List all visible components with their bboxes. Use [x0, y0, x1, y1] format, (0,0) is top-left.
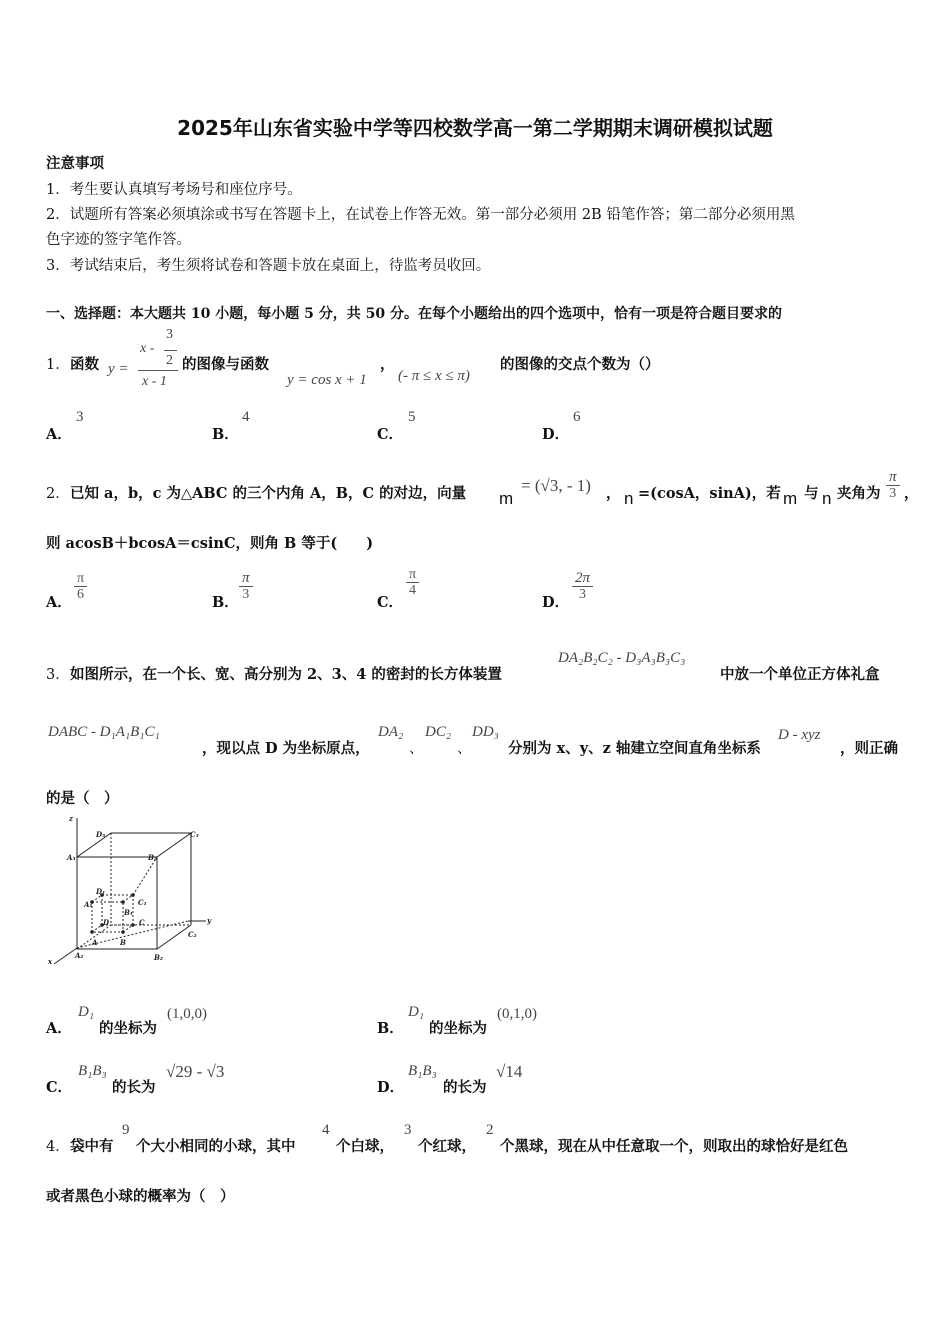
q3-axis-da2: DA₂ — [378, 724, 404, 740]
q4-num-4: 4 — [322, 1122, 330, 1138]
q1-func2: y = cos x + 1 — [287, 372, 367, 388]
q2-option-b-label: B． — [212, 594, 239, 611]
q2-text-2: 则 acosB＋bcosA＝csinC，则角 B 等于( ) — [46, 535, 374, 552]
q2-option-c-fraction — [406, 567, 419, 598]
q1-func1-num-c: 2 — [166, 353, 173, 368]
q3-text-6: 的是（ ） — [46, 790, 119, 807]
q2-m-value: = (√3, - 1) — [521, 476, 591, 495]
q3-box-small: DABC - D₁A₁B₁C₁ — [48, 724, 160, 740]
q3-option-b-value: (0,1,0) — [497, 1006, 537, 1022]
q3-option-a-symbol: D₁ — [78, 1004, 95, 1020]
q1-number: 1． — [46, 357, 70, 373]
q3-option-a-label: A． — [46, 1020, 72, 1037]
q2-vector-n2: n — [822, 489, 832, 508]
fig-label-d1: D₁ — [96, 887, 106, 896]
q2-option-c-den: 4 — [409, 583, 417, 598]
q3-axis-dd3: DD₃ — [472, 724, 499, 740]
fig-label-c: C — [139, 918, 145, 927]
q3-option-c-text: 的长为 — [112, 1079, 156, 1096]
q1-text-3: ， — [380, 356, 395, 373]
q2-option-d-num: 2π — [572, 571, 593, 587]
q1-option-d-label: D． — [542, 426, 570, 443]
q2-option-b-den: 3 — [242, 587, 250, 602]
q4-number: 4． — [46, 1139, 70, 1155]
q3-option-a-text: 的坐标为 — [99, 1020, 157, 1037]
q2-option-d-label: D． — [542, 594, 570, 611]
q1-func1-num-b: 3 — [166, 327, 173, 342]
q1-fraction-bar — [138, 370, 178, 371]
q1-text-4: 的图像的交点个数为（） — [500, 356, 660, 373]
fig-label-c2: C₂ — [188, 930, 197, 939]
fig-label-a1: A₁ — [84, 900, 93, 909]
q4-text-2: 个大小相同的小球，其中 — [136, 1138, 296, 1155]
q3-coord-system: D - xyz — [778, 727, 821, 743]
q3-text-2: 中放一个单位正方体礼盒 — [720, 666, 880, 683]
notice-item-1: 1．考生要认真填写考场号和座位序号。 — [46, 182, 302, 198]
q2-number: 2． — [46, 486, 70, 502]
q3-option-d-symbol: B₁B₃ — [408, 1063, 437, 1079]
q2-comma: ， — [606, 485, 621, 502]
q2-vector-n: n — [624, 489, 634, 508]
q3-text-4: 分别为 x、y、z 轴建立空间直角坐标系 — [508, 740, 761, 757]
q3-box-big: DA₂B₂C₂ - D₃A₃B₃C₃ — [558, 650, 686, 666]
fig-label-a3: A₃ — [67, 853, 76, 862]
q1-option-a-label: A． — [46, 426, 72, 443]
q1-option-a-value: 3 — [76, 409, 84, 425]
q2-angle-text: 夹角为 — [837, 485, 881, 502]
q2-angle-den: 3 — [889, 486, 897, 501]
q3-number: 3． — [46, 667, 70, 683]
q1-func1-den: x - 1 — [142, 374, 167, 389]
q2-option-c-num: π — [406, 567, 419, 583]
fig-label-a2: A₂ — [75, 951, 84, 960]
q3-sep-1: 、 — [409, 741, 424, 757]
q1-func1-num-a: x - — [140, 341, 155, 356]
q3-cuboid-figure — [46, 812, 226, 967]
fig-label-y: y — [207, 916, 212, 925]
q1-option-c-label: C． — [377, 426, 404, 443]
notice-heading: 注意事项 — [46, 155, 104, 172]
q3-option-c-label: C． — [46, 1079, 73, 1096]
fig-label-b1: B₁ — [124, 908, 133, 917]
q2-text-1: 已知 a，b，c 为△ABC 的三个内角 A，B，C 的对边，向量 — [70, 485, 467, 502]
q2-option-a-label: A． — [46, 594, 72, 611]
fig-label-c1: C₁ — [138, 898, 147, 907]
fig-label-z: z — [69, 814, 73, 823]
q1-inner-fraction-bar — [164, 350, 177, 351]
q3-text-3: ，现以点 D 为坐标原点， — [202, 740, 370, 757]
q3-text-1: 如图所示，在一个长、宽、高分别为 2、3、4 的密封的长方体装置 — [70, 666, 502, 683]
q2-vector-m2: m — [783, 489, 798, 508]
q2-option-a-num: π — [74, 571, 87, 587]
q2-option-d-fraction — [572, 571, 593, 602]
fig-label-b3: B₃ — [148, 853, 157, 862]
q4-text-3: 个白球， — [336, 1138, 394, 1155]
section-heading: 一、选择题：本大题共 10 小题，每小题 5 分，共 50 分。在每个小题给出的四个选项中，恰有一项是符合题目要求的 — [46, 306, 782, 322]
q3-option-d-text: 的长为 — [443, 1079, 487, 1096]
notice-item-3: 3．考试结束后，考生须将试卷和答题卡放在桌面上，待监考员收回。 — [46, 258, 491, 274]
q2-vector-m: m — [499, 489, 514, 508]
q2-n-value: =(cosA，sinA)，若 — [638, 485, 781, 502]
fig-label-b2: B₂ — [154, 953, 163, 962]
q3-option-b-symbol: D₁ — [408, 1004, 425, 1020]
q4-text-6: 或者黑色小球的概率为（ ） — [46, 1188, 235, 1205]
q1-option-d-value: 6 — [573, 409, 581, 425]
q2-option-c-label: C． — [377, 594, 404, 611]
q3-option-d-value: √14 — [496, 1062, 523, 1081]
q4-num-9: 9 — [122, 1122, 130, 1138]
q1-option-b-value: 4 — [242, 409, 250, 425]
fig-label-d3: D₃ — [96, 830, 106, 839]
q2-angle-fraction — [886, 470, 900, 501]
q1-text-2: 的图像与函数 — [182, 356, 269, 373]
q1-domain: (- π ≤ x ≤ π) — [398, 368, 470, 384]
notice-item-2: 2．试题所有答案必须填涂或书写在答题卡上，在试卷上作答无效。第一部分必须用 2B 铅笔作答；第二部分必须用黑 — [46, 207, 795, 223]
q3-text-5: ，则正确 — [840, 740, 898, 757]
fig-label-c3: C₃ — [190, 830, 199, 839]
q2-option-b-fraction — [239, 571, 253, 602]
q2-option-a-den: 6 — [77, 587, 85, 602]
q3-option-b-label: B． — [377, 1020, 404, 1037]
q4-num-3: 3 — [404, 1122, 412, 1138]
q3-sep-2: 、 — [457, 741, 472, 757]
q4-text-5: 个黑球，现在从中任意取一个，则取出的球恰好是红色 — [500, 1138, 848, 1155]
q2-option-d-den: 3 — [579, 587, 586, 602]
notice-item-2-cont: 色字迹的签字笔作答。 — [46, 232, 191, 248]
fig-label-x: x — [48, 957, 53, 966]
q2-option-a-fraction — [74, 571, 87, 602]
q3-option-d-label: D． — [377, 1079, 405, 1096]
q2-angle-num: π — [886, 470, 900, 486]
fig-label-a: A — [92, 938, 98, 947]
q3-option-a-value: (1,0,0) — [167, 1006, 207, 1022]
q2-option-b-num: π — [239, 571, 253, 587]
page-title: 2025年山东省实验中学等四校数学高一第二学期期末调研模拟试题 — [177, 116, 773, 140]
fig-label-d: D — [103, 918, 110, 927]
q4-num-2: 2 — [486, 1122, 494, 1138]
q1-func1-lhs: y = — [108, 361, 129, 377]
q3-option-b-text: 的坐标为 — [429, 1020, 487, 1037]
q1-option-b-label: B． — [212, 426, 239, 443]
q2-trailing-comma: ， — [904, 485, 919, 502]
q1-option-c-value: 5 — [408, 409, 416, 425]
q3-option-c-symbol: B₁B₃ — [78, 1063, 107, 1079]
q2-with: 与 — [804, 485, 819, 502]
q1-text-1: 函数 — [70, 356, 99, 373]
q3-option-c-value: √29 - √3 — [166, 1062, 225, 1081]
q4-text-4: 个红球， — [418, 1138, 476, 1155]
q3-axis-dc2: DC₂ — [425, 724, 452, 740]
fig-label-b: B — [120, 938, 126, 947]
q4-text-1: 袋中有 — [70, 1138, 114, 1155]
